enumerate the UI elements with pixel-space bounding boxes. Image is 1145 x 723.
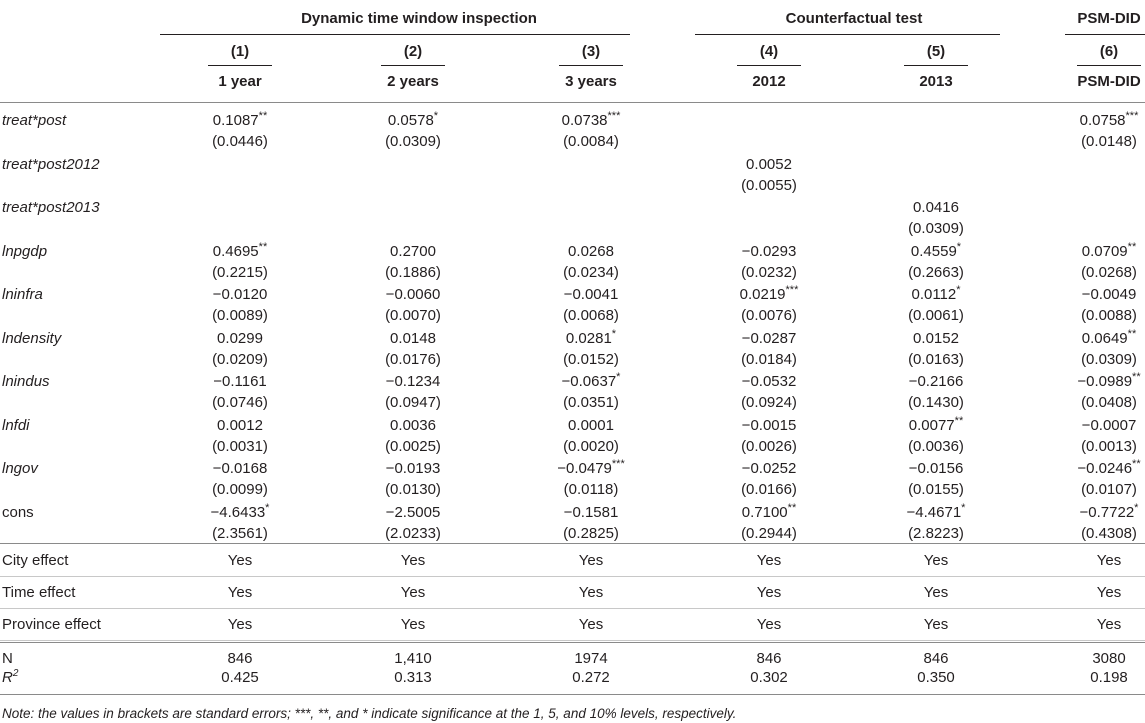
standard-error: (0.0107) — [1081, 481, 1137, 498]
coef-number: −0.0532 — [741, 373, 797, 390]
stat-value: 1,410 — [394, 650, 432, 667]
standard-error: (0.0947) — [385, 394, 441, 411]
coefficient-value — [741, 501, 797, 522]
column-underline — [559, 65, 623, 66]
coefficient-value — [388, 112, 438, 130]
stat-value: 0.302 — [750, 669, 788, 686]
standard-error: (0.0234) — [563, 263, 619, 281]
standard-error: (0.0055) — [741, 176, 797, 194]
coef-number: −0.0246 — [1077, 460, 1133, 477]
header-rule — [0, 102, 1145, 103]
coefficient-value — [913, 199, 959, 217]
coef-number: −0.0287 — [741, 329, 797, 347]
coef-number: 0.0758 — [1079, 112, 1126, 129]
group-underline — [1065, 34, 1145, 35]
row-label: lndensity — [2, 329, 62, 347]
table-note: Note: the values in brackets are standard errors; ***, **, and * indicate significance at the 1, 5, and 10% levels, respectively. — [2, 706, 737, 721]
coef-number: −0.0193 — [385, 460, 441, 477]
coef-number: −0.2166 — [908, 373, 964, 390]
coef-number: −4.4671 — [906, 503, 962, 521]
coefficient-value — [564, 504, 619, 522]
row-label: cons — [2, 503, 34, 521]
coefficient-value — [562, 373, 621, 391]
coef-number: 0.0578 — [387, 112, 434, 129]
coef-number: −0.0041 — [563, 286, 619, 303]
effect-value: Yes — [400, 616, 426, 633]
significance-stars: ** — [1127, 240, 1137, 253]
row-label: lninfra — [2, 286, 43, 303]
standard-error: (2.3561) — [212, 524, 268, 542]
standard-error: (0.2663) — [908, 263, 964, 281]
coefficient-value — [908, 414, 964, 435]
stat-label: $R^2$ — [2, 668, 19, 686]
standard-error: (0.0118) — [563, 481, 619, 498]
row-label: treat*post2012 — [2, 155, 100, 173]
coef-number: −0.0049 — [1081, 286, 1137, 303]
standard-error: (0.0070) — [385, 307, 441, 324]
standard-error: (0.0163) — [908, 350, 964, 368]
standard-error: (0.0446) — [212, 133, 268, 150]
coef-number: 0.0738 — [561, 112, 608, 129]
column-label: 2013 — [919, 73, 953, 90]
effect-label: Province effect — [2, 616, 101, 633]
stat-value: 846 — [923, 650, 949, 667]
column-underline — [904, 65, 968, 66]
effect-value: Yes — [923, 552, 949, 569]
group-header: PSM-DID — [1077, 10, 1141, 27]
coefficient-value — [742, 460, 797, 478]
coefficient-value — [1082, 417, 1137, 435]
standard-error: (0.0924) — [741, 394, 797, 411]
stat-value: 0.272 — [572, 669, 610, 686]
standard-error: (0.0152) — [563, 350, 619, 368]
standard-error: (0.0209) — [212, 350, 268, 368]
coefficient-value — [217, 417, 263, 435]
effect-label: City effect — [2, 552, 69, 569]
column-label: 3 years — [565, 73, 617, 90]
coefficient-value — [742, 417, 797, 435]
coef-number: −0.0252 — [741, 460, 797, 477]
coef-number: 0.2700 — [390, 242, 436, 260]
coefficient-value — [913, 330, 959, 348]
effect-value: Yes — [227, 552, 253, 569]
coefficient-value — [390, 417, 436, 435]
effect-value: Yes — [400, 584, 426, 601]
coef-number: 0.0001 — [568, 416, 614, 434]
standard-error: (0.0309) — [1081, 350, 1137, 368]
effects-bottom-rule — [0, 642, 1145, 643]
column-label: 1 year — [218, 73, 262, 90]
significance-stars: *** — [1125, 110, 1139, 122]
coefficient-value — [740, 286, 799, 304]
column-underline — [1077, 65, 1141, 66]
row-label: treat*post — [2, 112, 67, 129]
effect-value: Yes — [227, 616, 253, 633]
standard-error: (0.0176) — [385, 350, 441, 368]
standard-error: (0.0084) — [563, 133, 619, 150]
coefficient-value — [562, 112, 621, 130]
coef-number: −0.0989 — [1077, 373, 1133, 390]
coefficient-value — [213, 112, 267, 130]
standard-error: (0.0746) — [212, 394, 268, 411]
stat-label: N — [2, 650, 13, 667]
effect-value: Yes — [578, 552, 604, 569]
effect-value: Yes — [400, 552, 426, 569]
coef-bottom-rule — [0, 543, 1145, 544]
coefficient-value — [1077, 460, 1140, 478]
coef-number: 0.0281 — [565, 329, 612, 347]
coefficient-value — [909, 460, 964, 478]
effect-value: Yes — [1096, 584, 1122, 601]
coef-number: −2.5005 — [385, 503, 441, 521]
standard-error: (2.0233) — [385, 524, 441, 542]
coefficient-value — [909, 373, 964, 391]
standard-error: (0.0309) — [385, 133, 441, 150]
standard-error: (0.0130) — [385, 481, 441, 498]
coef-number: −0.1581 — [563, 503, 619, 521]
column-label: 2 years — [387, 73, 439, 90]
coefficient-value — [1079, 501, 1139, 522]
standard-error: (0.0031) — [212, 437, 268, 455]
standard-error: (0.0026) — [741, 437, 797, 455]
coef-number: 0.7100 — [741, 503, 788, 521]
standard-error: (0.0089) — [212, 307, 268, 324]
coef-number: 0.0219 — [739, 286, 786, 303]
coefficient-value — [564, 286, 619, 304]
standard-error: (0.0020) — [563, 437, 619, 455]
standard-error: (0.2215) — [212, 263, 268, 281]
row-label: lngov — [2, 460, 38, 477]
coefficient-value — [213, 286, 268, 304]
group-header: Dynamic time window inspection — [301, 10, 537, 27]
column-number: (1) — [230, 43, 250, 60]
coef-number: 0.0649 — [1081, 329, 1128, 347]
effect-value: Yes — [756, 616, 782, 633]
coef-number: −0.0156 — [908, 460, 964, 477]
coef-number: −0.1161 — [213, 373, 267, 390]
effect-value: Yes — [578, 616, 604, 633]
row-label: lnindus — [2, 373, 50, 390]
standard-error: (0.0232) — [741, 263, 797, 281]
column-number: (2) — [403, 43, 423, 60]
coefficient-value — [386, 504, 441, 522]
significance-stars: *** — [611, 458, 625, 470]
coef-number: −0.0637 — [561, 373, 617, 390]
standard-error: (0.0068) — [563, 307, 619, 324]
coefficient-value — [557, 460, 624, 478]
effect-rule — [0, 576, 1145, 577]
coefficient-value — [742, 373, 797, 391]
coefficient-value — [212, 240, 268, 261]
coef-number: −0.0479 — [557, 460, 612, 477]
coefficient-value — [213, 373, 267, 391]
standard-error: (0.1886) — [385, 263, 441, 281]
standard-error: (0.1430) — [908, 394, 964, 411]
column-underline — [381, 65, 445, 66]
coef-number: 0.0709 — [1081, 242, 1128, 260]
standard-error: (0.0268) — [1081, 263, 1137, 281]
column-label: 2012 — [752, 73, 786, 90]
coefficient-value — [1081, 240, 1137, 261]
standard-error: (2.8223) — [908, 524, 964, 542]
coef-number: −0.7722 — [1079, 503, 1135, 521]
coef-number: 0.0077 — [908, 416, 955, 434]
effect-rule — [0, 608, 1145, 609]
coef-number: 0.0152 — [913, 329, 959, 347]
standard-error: (0.0408) — [1081, 394, 1137, 411]
stat-value: 0.350 — [917, 669, 955, 686]
coefficient-value — [568, 417, 614, 435]
coef-number: 0.0036 — [390, 416, 436, 434]
effect-label: Time effect — [2, 584, 76, 601]
standard-error: (0.2944) — [741, 524, 797, 542]
stat-value: 846 — [756, 650, 782, 667]
standard-error: (0.0155) — [908, 481, 964, 498]
coefficient-value — [1081, 327, 1137, 348]
standard-error: (0.0013) — [1081, 437, 1137, 455]
coef-number: 0.0148 — [390, 329, 436, 347]
significance-stars: * — [961, 501, 966, 514]
table-bottom-rule — [0, 694, 1145, 695]
coef-number: 0.0299 — [217, 329, 263, 347]
significance-stars: ** — [1132, 371, 1141, 383]
row-label: treat*post2013 — [2, 199, 100, 216]
coef-number: −0.0060 — [385, 286, 441, 303]
coefficient-value — [746, 156, 792, 174]
coefficient-value — [386, 286, 441, 304]
significance-stars: * — [956, 240, 962, 253]
stat-value: 1974 — [574, 650, 608, 667]
significance-stars: ** — [258, 240, 268, 253]
stat-value: 846 — [227, 650, 253, 667]
standard-error: (0.0148) — [1081, 133, 1137, 150]
coefficient-value — [568, 243, 614, 261]
coef-number: −0.0015 — [741, 416, 797, 434]
standard-error: (0.0309) — [908, 220, 964, 237]
significance-stars: * — [611, 327, 617, 340]
standard-error: (0.0025) — [385, 437, 441, 455]
coefficient-value — [1082, 286, 1137, 304]
coef-number: 0.4695 — [212, 242, 259, 260]
coefficient-value — [390, 243, 436, 261]
column-label: PSM-DID — [1077, 73, 1141, 90]
coefficient-value — [565, 327, 617, 348]
coefficient-value — [217, 330, 263, 348]
standard-error: (0.0184) — [741, 350, 797, 368]
coefficient-value — [386, 373, 441, 391]
coefficient-value — [906, 501, 966, 522]
row-label: lnpgdp — [2, 242, 48, 260]
coef-number: 0.1087 — [212, 112, 259, 129]
standard-error: (0.0351) — [563, 394, 619, 411]
effect-value: Yes — [578, 584, 604, 601]
effect-value: Yes — [923, 584, 949, 601]
standard-error: (0.0061) — [908, 307, 964, 324]
group-underline — [695, 34, 1000, 35]
significance-stars: * — [265, 501, 270, 514]
standard-error: (0.0166) — [741, 481, 797, 498]
coef-number: −0.0007 — [1081, 416, 1137, 434]
column-underline — [737, 65, 801, 66]
effect-value: Yes — [756, 552, 782, 569]
effect-value: Yes — [756, 584, 782, 601]
coefficient-value — [213, 460, 268, 478]
significance-stars: ** — [954, 414, 964, 427]
coefficient-value — [911, 286, 960, 304]
coef-number: 0.0416 — [913, 199, 959, 216]
coefficient-value — [210, 501, 270, 522]
effect-value: Yes — [227, 584, 253, 601]
column-number: (6) — [1099, 43, 1119, 60]
row-label: lnfdi — [2, 416, 30, 434]
coefficient-value — [1080, 112, 1139, 130]
effect-value: Yes — [923, 616, 949, 633]
significance-stars: * — [1134, 501, 1139, 514]
standard-error: (0.4308) — [1081, 524, 1137, 542]
standard-error: (0.0036) — [908, 437, 964, 455]
stat-value: 0.313 — [394, 669, 432, 686]
coefficient-value — [742, 243, 797, 261]
effect-rule — [0, 640, 1145, 641]
significance-stars: *** — [785, 284, 799, 296]
coef-number: 0.0052 — [746, 155, 792, 173]
coef-number: −0.0293 — [741, 242, 797, 260]
group-header: Counterfactual test — [785, 10, 923, 27]
coef-number: −0.0120 — [212, 286, 268, 303]
coef-number: 0.4559 — [910, 242, 957, 260]
coef-number: −0.1234 — [385, 373, 441, 390]
significance-stars: *** — [607, 110, 621, 122]
stat-value: 0.425 — [221, 669, 259, 686]
column-number: (5) — [926, 43, 946, 60]
coef-number: −0.0168 — [212, 460, 268, 477]
significance-stars: ** — [1127, 327, 1137, 340]
significance-stars: * — [956, 284, 961, 296]
coef-number: 0.0112 — [911, 286, 957, 303]
coefficient-value — [1077, 373, 1140, 391]
stat-value: 3080 — [1092, 650, 1126, 667]
coefficient-value — [386, 460, 441, 478]
significance-stars: * — [433, 110, 439, 122]
column-underline — [208, 65, 272, 66]
standard-error: (0.0088) — [1081, 307, 1137, 324]
standard-error: (0.0076) — [741, 307, 797, 324]
standard-error: (0.0099) — [212, 481, 268, 498]
coefficient-value — [742, 330, 797, 348]
column-number: (4) — [759, 43, 779, 60]
standard-error: (0.2825) — [563, 524, 619, 542]
effect-value: Yes — [1096, 552, 1122, 569]
column-number: (3) — [581, 43, 601, 60]
coef-number: −4.6433 — [210, 503, 266, 521]
coef-number: 0.0012 — [217, 416, 263, 434]
stat-value: 0.198 — [1090, 669, 1128, 686]
superscript: 2 — [12, 668, 19, 679]
significance-stars: ** — [1132, 458, 1141, 470]
coefficient-value — [390, 330, 436, 348]
coef-number: 0.0268 — [568, 242, 614, 260]
coefficient-value — [910, 240, 962, 261]
group-underline — [160, 34, 630, 35]
significance-stars: ** — [787, 501, 797, 514]
effect-value: Yes — [1096, 616, 1122, 633]
significance-stars: * — [616, 371, 621, 383]
significance-stars: ** — [258, 110, 268, 122]
